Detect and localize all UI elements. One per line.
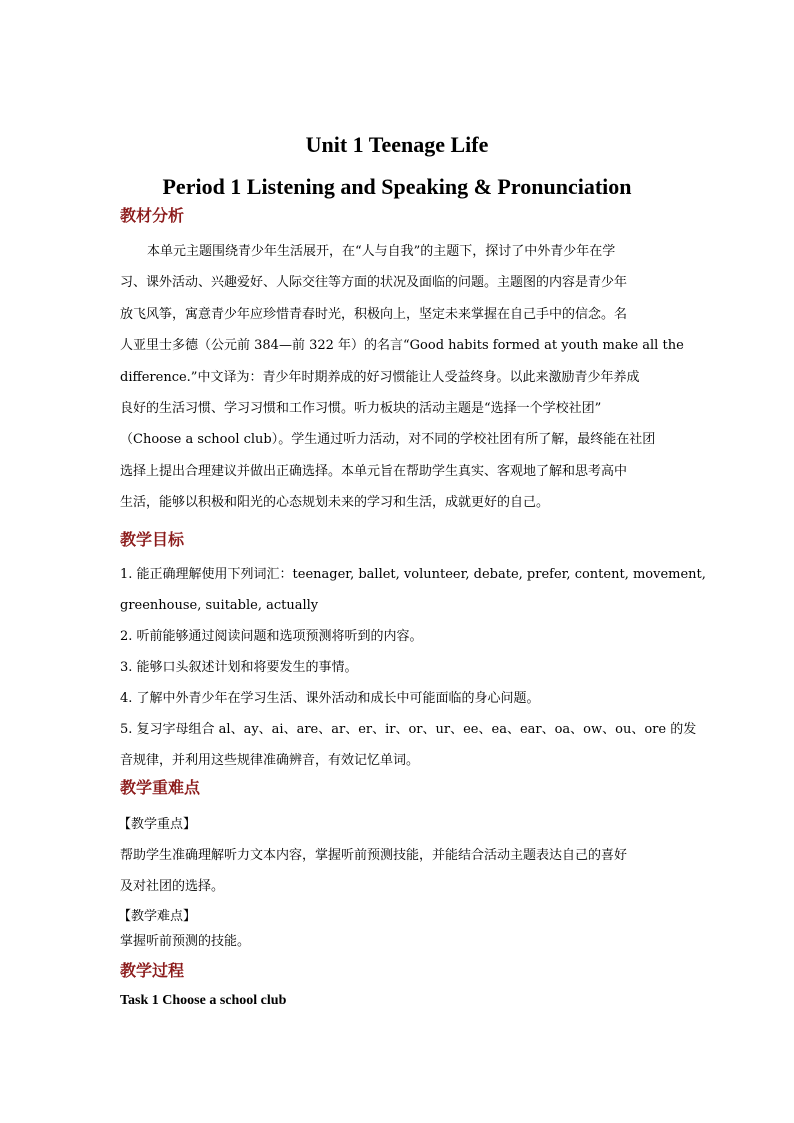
objective-line: 音规律，并利用这些规律准确辨音，有效记忆单词。 (120, 753, 420, 768)
analysis-line: 本单元主题围绕青少年生活展开，在“人与自我”的主题下，探讨了中外青少年在学 (147, 244, 616, 259)
period-title: Period 1 Listening and Speaking & Pronunciation (162, 174, 632, 199)
task-1-heading: Task 1 Choose a school club (120, 993, 287, 1008)
objective-line: greenhouse, suitable, actually (120, 598, 319, 613)
unit-title: Unit 1 Teenage Life (305, 132, 489, 157)
analysis-line: 人亚里士多德（公元前 384—前 322 年）的名言“Good habits formed at youth make all the (120, 338, 684, 353)
section-heading-analysis: 教材分析 (120, 206, 185, 225)
section-heading-process: 教学过程 (120, 961, 185, 980)
analysis-line: 生活，能够以积极和阳光的心态规划未来的学习和生活，成就更好的自己。 (120, 495, 550, 510)
section-heading-key-points: 教学重难点 (120, 778, 201, 797)
objective-line: 5. 复习字母组合 al、ay、ai、are、ar、er、ir、or、ur、ee、ea、ear、oa、ow、ou、ore 的发 (120, 722, 697, 737)
analysis-line: 放飞风筝，寓意青少年应珍惜青春时光，积极向上，坚定未来掌握在自己手中的信念。名 (120, 307, 628, 322)
objective-line: 2. 听前能够通过阅读问题和选项预测将听到的内容。 (120, 629, 423, 644)
analysis-line: （Choose a school club）。学生通过听力活动，对不同的学校社团有所了解，最终能在社团 (120, 432, 656, 447)
analysis-line: 选择上提出合理建议并做出正确选择。本单元旨在帮助学生真实、客观地了解和思考高中 (120, 464, 628, 479)
objective-line: 1. 能正确理解使用下列词汇：teenager, ballet, volunteer, debate, prefer, content, movement, (120, 567, 706, 582)
section-heading-objectives: 教学目标 (120, 530, 185, 549)
objective-line: 4. 了解中外青少年在学习生活、课外活动和成长中可能面临的身心问题。 (120, 691, 540, 706)
difficulty-label: 【教学难点】 (118, 909, 197, 924)
difficulty-line: 掌握听前预测的技能。 (120, 934, 251, 949)
analysis-line: 习、课外活动、兴趣爱好、人际交往等方面的状况及面临的问题。主题图的内容是青少年 (120, 275, 628, 290)
focus-line: 及对社团的选择。 (120, 879, 225, 894)
focus-line: 帮助学生准确理解听力文本内容，掌握听前预测技能，并能结合活动主题表达自己的喜好 (120, 848, 628, 863)
analysis-line: difference.”中文译为：青少年时期养成的好习惯能让人受益终身。以此来激励青少年养成 (120, 370, 640, 385)
analysis-line: 良好的生活习惯、学习习惯和工作习惯。听力板块的活动主题是“选择一个学校社团” (120, 401, 602, 416)
objective-line: 3. 能够口头叙述计划和将要发生的事情。 (120, 660, 358, 675)
focus-label: 【教学重点】 (118, 817, 197, 832)
